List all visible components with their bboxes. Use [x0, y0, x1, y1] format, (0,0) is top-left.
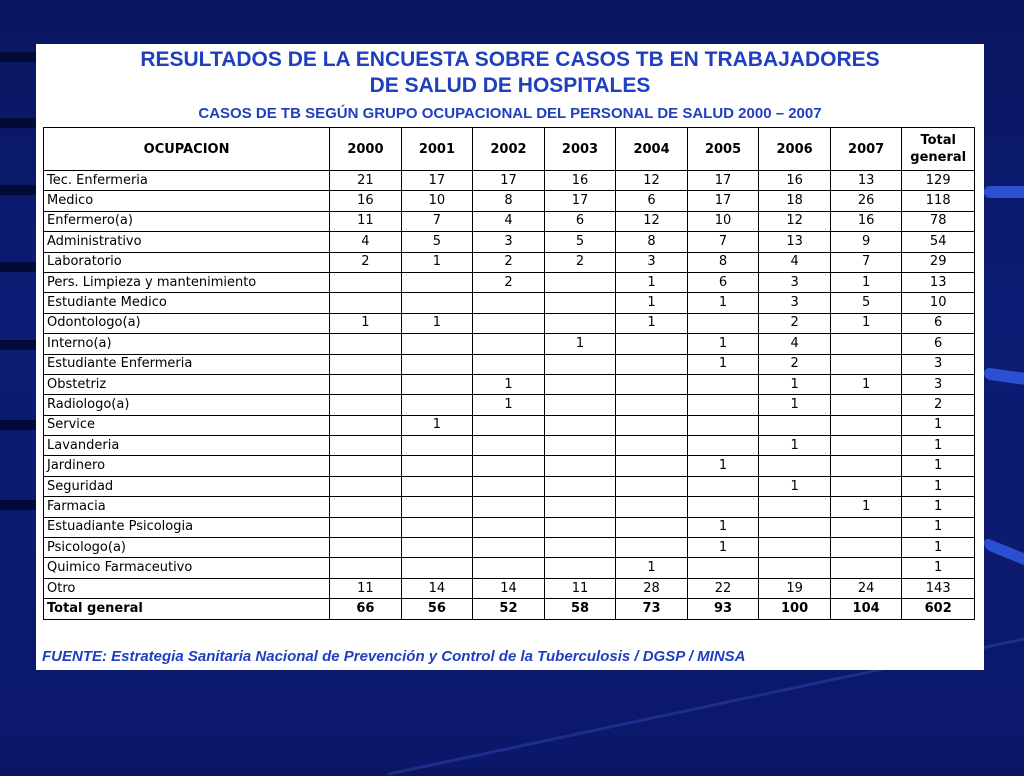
table-row: [44, 211, 975, 231]
value-cell: [401, 374, 473, 394]
occupation-cell: Service: [44, 415, 330, 435]
value-cell: 3: [759, 272, 831, 292]
total-label-cell: Total general: [44, 599, 330, 619]
value-cell: [330, 436, 402, 456]
value-cell: [830, 558, 902, 578]
value-cell: [401, 538, 473, 558]
column-header: 2005: [687, 128, 759, 171]
value-cell: [544, 313, 616, 333]
value-cell: 1: [902, 538, 975, 558]
table-row: [44, 538, 975, 558]
table-row: [44, 334, 975, 354]
value-cell: 1: [687, 293, 759, 313]
value-cell: 4: [473, 211, 545, 231]
value-cell: 28: [616, 578, 688, 598]
value-cell: 6: [902, 334, 975, 354]
total-value-cell: 104: [830, 599, 902, 619]
value-cell: [544, 293, 616, 313]
value-cell: 3: [902, 354, 975, 374]
value-cell: 2: [473, 272, 545, 292]
value-cell: 1: [902, 436, 975, 456]
value-cell: [830, 456, 902, 476]
value-cell: 13: [759, 232, 831, 252]
value-cell: 54: [902, 232, 975, 252]
value-cell: 9: [830, 232, 902, 252]
value-cell: [830, 538, 902, 558]
occupation-cell: Seguridad: [44, 476, 330, 496]
column-header: 2007: [830, 128, 902, 171]
value-cell: 7: [687, 232, 759, 252]
value-cell: [616, 395, 688, 415]
value-cell: [401, 272, 473, 292]
value-cell: 17: [687, 171, 759, 191]
table-body: [44, 171, 975, 620]
table-row: [44, 456, 975, 476]
value-cell: [544, 456, 616, 476]
left-decor-bar: [0, 52, 38, 62]
value-cell: 7: [401, 211, 473, 231]
occupation-cell: Interno(a): [44, 334, 330, 354]
value-cell: [473, 497, 545, 517]
value-cell: 18: [759, 191, 831, 211]
value-cell: 1: [759, 395, 831, 415]
value-cell: [616, 334, 688, 354]
value-cell: 129: [902, 171, 975, 191]
value-cell: 8: [473, 191, 545, 211]
value-cell: 2: [330, 252, 402, 272]
value-cell: [544, 395, 616, 415]
table-row: [44, 374, 975, 394]
value-cell: [544, 497, 616, 517]
total-value-cell: 56: [401, 599, 473, 619]
value-cell: [544, 558, 616, 578]
value-cell: 1: [759, 436, 831, 456]
value-cell: [401, 436, 473, 456]
value-cell: 13: [830, 171, 902, 191]
value-cell: 10: [902, 293, 975, 313]
value-cell: 16: [544, 171, 616, 191]
value-cell: 2: [902, 395, 975, 415]
value-cell: 1: [616, 272, 688, 292]
value-cell: 1: [902, 558, 975, 578]
value-cell: [330, 497, 402, 517]
value-cell: 2: [759, 313, 831, 333]
table-row: [44, 497, 975, 517]
value-cell: 1: [687, 354, 759, 374]
value-cell: [401, 476, 473, 496]
table-row: [44, 232, 975, 252]
column-header: 2001: [401, 128, 473, 171]
value-cell: [830, 476, 902, 496]
value-cell: [759, 558, 831, 578]
column-header: 2000: [330, 128, 402, 171]
total-value-cell: 73: [616, 599, 688, 619]
value-cell: [687, 476, 759, 496]
column-header: 2006: [759, 128, 831, 171]
tb-cases-table: [43, 127, 975, 620]
value-cell: 26: [830, 191, 902, 211]
total-value-cell: 602: [902, 599, 975, 619]
value-cell: 24: [830, 578, 902, 598]
occupation-cell: Tec. Enfermeria: [44, 171, 330, 191]
total-row: [44, 599, 975, 619]
table-row: [44, 252, 975, 272]
value-cell: [616, 476, 688, 496]
value-cell: 1: [902, 517, 975, 537]
value-cell: 1: [473, 374, 545, 394]
total-value-cell: 52: [473, 599, 545, 619]
value-cell: [544, 272, 616, 292]
value-cell: 6: [902, 313, 975, 333]
value-cell: 5: [401, 232, 473, 252]
value-cell: 1: [902, 456, 975, 476]
table-row: [44, 395, 975, 415]
value-cell: 1: [401, 415, 473, 435]
value-cell: [544, 354, 616, 374]
value-cell: [759, 415, 831, 435]
value-cell: 4: [330, 232, 402, 252]
value-cell: 1: [616, 313, 688, 333]
value-cell: [473, 293, 545, 313]
value-cell: [473, 354, 545, 374]
value-cell: [401, 558, 473, 578]
occupation-cell: Estuadiante Psicologia: [44, 517, 330, 537]
column-header-ocupacion: OCUPACION: [44, 128, 330, 171]
table-row: [44, 436, 975, 456]
value-cell: [616, 456, 688, 476]
value-cell: [616, 517, 688, 537]
value-cell: 3: [902, 374, 975, 394]
total-value-cell: 66: [330, 599, 402, 619]
value-cell: [830, 334, 902, 354]
value-cell: [759, 456, 831, 476]
value-cell: [401, 334, 473, 354]
value-cell: 1: [616, 558, 688, 578]
value-cell: [473, 313, 545, 333]
value-cell: 8: [687, 252, 759, 272]
value-cell: 12: [759, 211, 831, 231]
value-cell: [830, 354, 902, 374]
value-cell: [330, 272, 402, 292]
value-cell: 17: [473, 171, 545, 191]
value-cell: [830, 415, 902, 435]
occupation-cell: Estudiante Enfermeria: [44, 354, 330, 374]
value-cell: 12: [616, 211, 688, 231]
source-note: FUENTE: Estrategia Sanitaria Nacional de Prevención y Control de la Tuberculosis / DGSP / MINSA: [42, 648, 746, 665]
value-cell: [687, 497, 759, 517]
value-cell: [687, 374, 759, 394]
value-cell: [830, 517, 902, 537]
value-cell: [759, 538, 831, 558]
value-cell: 17: [401, 171, 473, 191]
value-cell: [687, 558, 759, 578]
value-cell: 1: [902, 497, 975, 517]
value-cell: 14: [473, 578, 545, 598]
value-cell: 17: [544, 191, 616, 211]
value-cell: 17: [687, 191, 759, 211]
value-cell: 19: [759, 578, 831, 598]
value-cell: 13: [902, 272, 975, 292]
value-cell: 1: [687, 517, 759, 537]
value-cell: 1: [401, 252, 473, 272]
value-cell: [401, 354, 473, 374]
value-cell: [401, 517, 473, 537]
left-decor-bar: [0, 262, 38, 272]
value-cell: [759, 517, 831, 537]
value-cell: [330, 456, 402, 476]
value-cell: [687, 436, 759, 456]
value-cell: 1: [687, 538, 759, 558]
value-cell: 1: [902, 476, 975, 496]
occupation-cell: Quimico Farmaceutivo: [44, 558, 330, 578]
table-row: [44, 293, 975, 313]
occupation-cell: Medico: [44, 191, 330, 211]
value-cell: 78: [902, 211, 975, 231]
occupation-cell: Otro: [44, 578, 330, 598]
value-cell: 2: [473, 252, 545, 272]
value-cell: 6: [616, 191, 688, 211]
value-cell: [401, 497, 473, 517]
value-cell: [544, 517, 616, 537]
occupation-cell: Obstetriz: [44, 374, 330, 394]
value-cell: 29: [902, 252, 975, 272]
value-cell: [473, 538, 545, 558]
value-cell: [401, 456, 473, 476]
value-cell: [616, 374, 688, 394]
value-cell: 1: [759, 476, 831, 496]
value-cell: [473, 517, 545, 537]
value-cell: 1: [401, 313, 473, 333]
value-cell: [473, 334, 545, 354]
table-row: [44, 272, 975, 292]
value-cell: [473, 436, 545, 456]
occupation-cell: Farmacia: [44, 497, 330, 517]
value-cell: 1: [616, 293, 688, 313]
value-cell: 5: [830, 293, 902, 313]
table-header-row: [44, 128, 975, 171]
occupation-cell: Administrativo: [44, 232, 330, 252]
occupation-cell: Laboratorio: [44, 252, 330, 272]
value-cell: 12: [616, 171, 688, 191]
value-cell: [687, 313, 759, 333]
value-cell: [473, 456, 545, 476]
value-cell: [473, 476, 545, 496]
value-cell: [687, 415, 759, 435]
value-cell: [759, 497, 831, 517]
value-cell: [687, 395, 759, 415]
value-cell: [330, 334, 402, 354]
value-cell: 6: [544, 211, 616, 231]
right-decor-tab: [984, 537, 1024, 565]
value-cell: [830, 436, 902, 456]
value-cell: 3: [473, 232, 545, 252]
total-value-cell: 100: [759, 599, 831, 619]
value-cell: 11: [544, 578, 616, 598]
value-cell: [330, 415, 402, 435]
value-cell: 1: [544, 334, 616, 354]
table-row: [44, 578, 975, 598]
value-cell: 1: [830, 374, 902, 394]
slide-subtitle: CASOS DE TB SEGÚN GRUPO OCUPACIONAL DEL PERSONAL DE SALUD 2000 – 2007: [198, 105, 822, 122]
occupation-cell: Estudiante Medico: [44, 293, 330, 313]
column-header: 2004: [616, 128, 688, 171]
value-cell: 6: [687, 272, 759, 292]
right-decor-tab: [984, 186, 1024, 198]
value-cell: [544, 374, 616, 394]
value-cell: [330, 293, 402, 313]
table-row: [44, 517, 975, 537]
slide-title-line1: RESULTADOS DE LA ENCUESTA SOBRE CASOS TB EN TRABAJADORES: [140, 48, 880, 71]
occupation-cell: Jardinero: [44, 456, 330, 476]
value-cell: [616, 497, 688, 517]
occupation-cell: Pers. Limpieza y mantenimiento: [44, 272, 330, 292]
occupation-cell: Psicologo(a): [44, 538, 330, 558]
value-cell: [830, 395, 902, 415]
value-cell: 16: [759, 171, 831, 191]
value-cell: 3: [616, 252, 688, 272]
value-cell: [544, 476, 616, 496]
left-decor-bar: [0, 420, 38, 430]
value-cell: 1: [902, 415, 975, 435]
value-cell: 1: [330, 313, 402, 333]
total-value-cell: 58: [544, 599, 616, 619]
slide-content-panel: [36, 44, 984, 670]
value-cell: 11: [330, 578, 402, 598]
total-value-cell: 93: [687, 599, 759, 619]
left-decor-bar: [0, 185, 38, 195]
value-cell: 16: [330, 191, 402, 211]
value-cell: 2: [544, 252, 616, 272]
table-header: [44, 128, 975, 171]
value-cell: 7: [830, 252, 902, 272]
value-cell: 1: [687, 334, 759, 354]
table-row: [44, 415, 975, 435]
value-cell: [473, 415, 545, 435]
value-cell: 1: [759, 374, 831, 394]
table-row: [44, 476, 975, 496]
left-decor-bar: [0, 500, 38, 510]
value-cell: 8: [616, 232, 688, 252]
value-cell: 14: [401, 578, 473, 598]
value-cell: 4: [759, 252, 831, 272]
value-cell: [330, 558, 402, 578]
value-cell: [616, 415, 688, 435]
occupation-cell: Odontologo(a): [44, 313, 330, 333]
value-cell: 1: [830, 272, 902, 292]
column-header: Total general: [902, 128, 975, 171]
slide-title-line2: DE SALUD DE HOSPITALES: [369, 74, 651, 97]
value-cell: 1: [830, 497, 902, 517]
value-cell: [330, 354, 402, 374]
column-header: 2003: [544, 128, 616, 171]
occupation-cell: Lavanderia: [44, 436, 330, 456]
left-decor-bar: [0, 118, 38, 128]
value-cell: 4: [759, 334, 831, 354]
value-cell: 1: [830, 313, 902, 333]
value-cell: 1: [687, 456, 759, 476]
value-cell: 10: [401, 191, 473, 211]
value-cell: 2: [759, 354, 831, 374]
value-cell: 3: [759, 293, 831, 313]
value-cell: [401, 395, 473, 415]
value-cell: 16: [830, 211, 902, 231]
value-cell: [330, 395, 402, 415]
table-row: [44, 171, 975, 191]
value-cell: [616, 354, 688, 374]
column-header: 2002: [473, 128, 545, 171]
value-cell: [544, 436, 616, 456]
value-cell: 11: [330, 211, 402, 231]
value-cell: [616, 436, 688, 456]
value-cell: [330, 538, 402, 558]
value-cell: 118: [902, 191, 975, 211]
value-cell: 10: [687, 211, 759, 231]
value-cell: [330, 476, 402, 496]
table-row: [44, 558, 975, 578]
occupation-cell: Enfermero(a): [44, 211, 330, 231]
value-cell: [544, 415, 616, 435]
right-decor-tab: [984, 367, 1024, 385]
table-row: [44, 191, 975, 211]
value-cell: 22: [687, 578, 759, 598]
value-cell: 5: [544, 232, 616, 252]
value-cell: [544, 538, 616, 558]
value-cell: [330, 374, 402, 394]
table-row: [44, 354, 975, 374]
value-cell: 21: [330, 171, 402, 191]
value-cell: 143: [902, 578, 975, 598]
value-cell: [330, 517, 402, 537]
occupation-cell: Radiologo(a): [44, 395, 330, 415]
value-cell: [401, 293, 473, 313]
value-cell: 1: [473, 395, 545, 415]
value-cell: [473, 558, 545, 578]
table-row: [44, 313, 975, 333]
value-cell: [616, 538, 688, 558]
left-decor-bar: [0, 340, 38, 350]
